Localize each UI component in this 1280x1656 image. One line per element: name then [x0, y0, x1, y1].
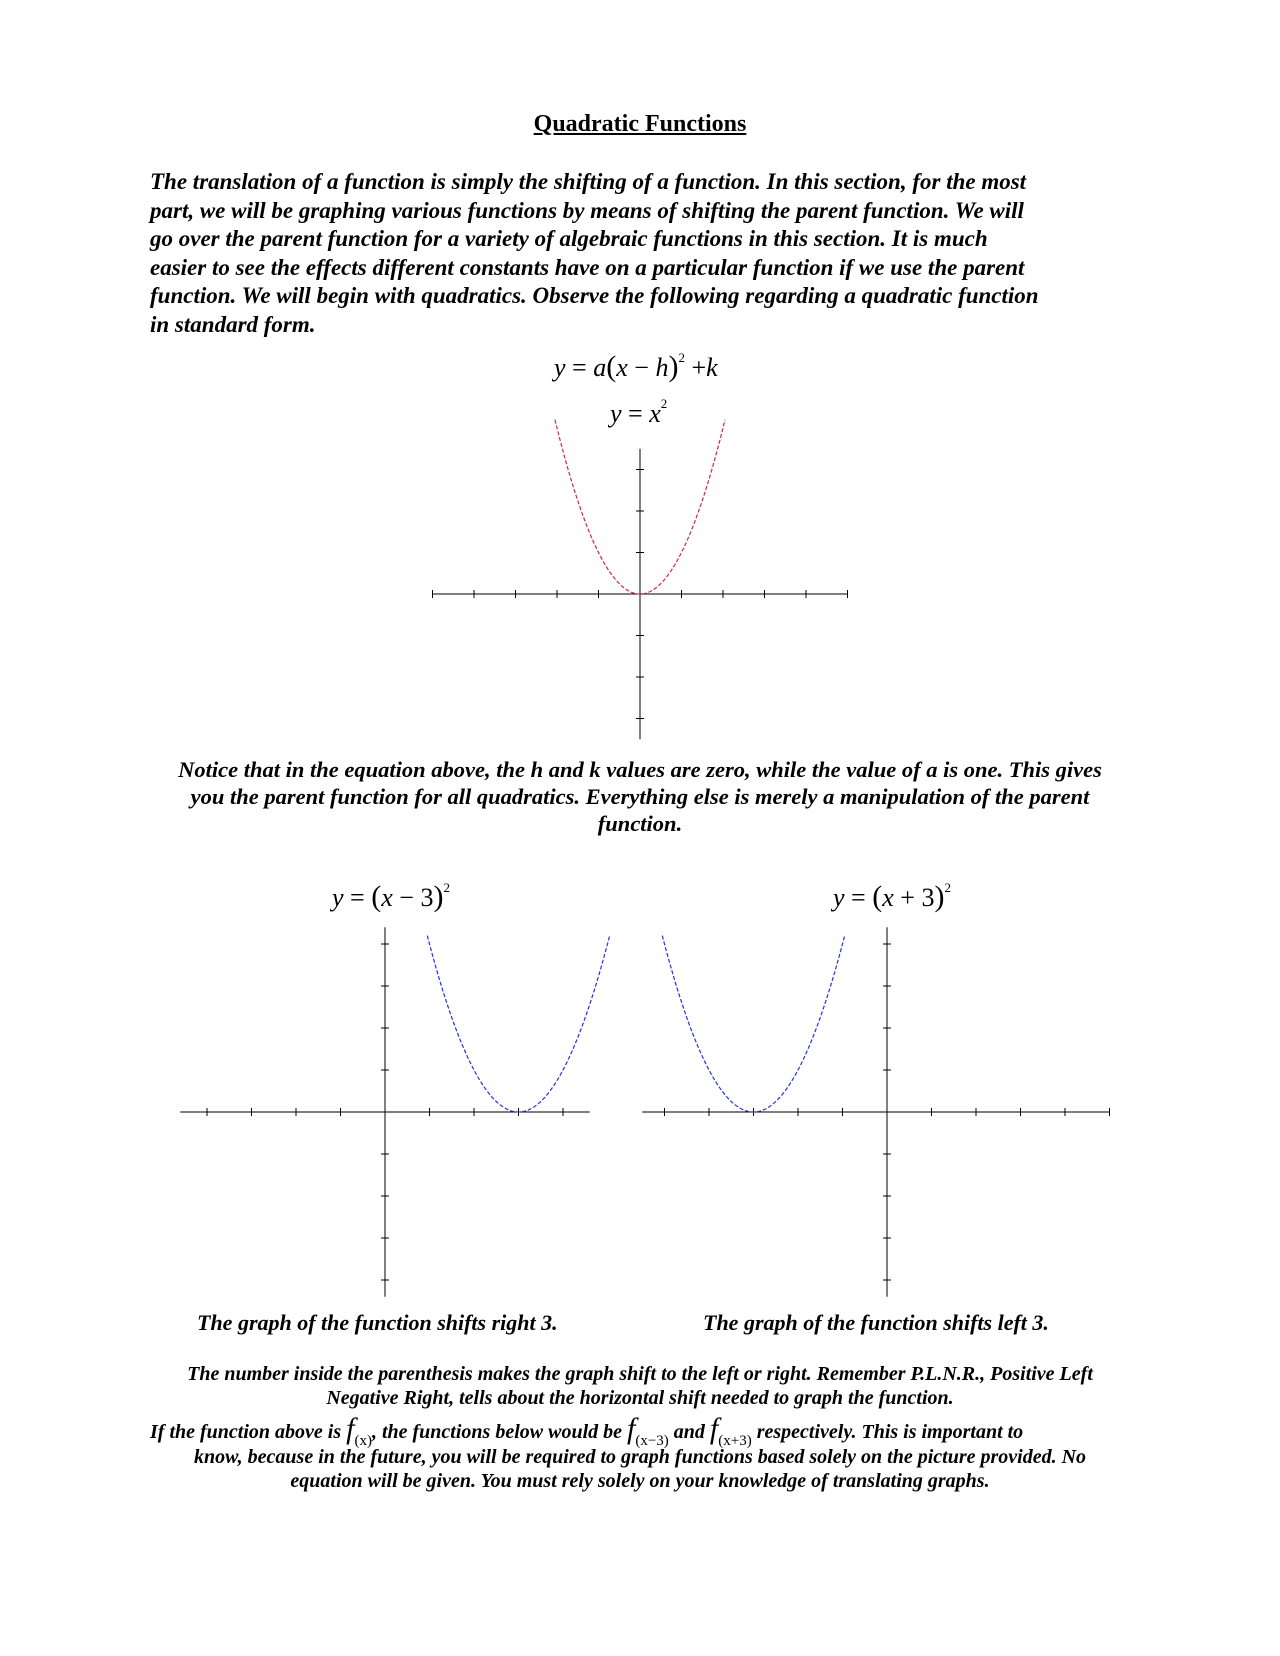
bottom-paragraph	[155, 1362, 1125, 1410]
shift-right-equation: $y = (x - 3)^2$	[332, 880, 450, 913]
function-notation-line: If the function above is $f_{(x)}$, the functions below would be $f_{(x-3)}$ and $f_{(x+3)}$ respectively. This is important to	[150, 1412, 1024, 1449]
bottom-line-5: equation will be given. You must rely solely on your knowledge of translating graphs.	[290, 1470, 990, 1492]
intro-line-5: function. We will begin with quadratics. Observe the following regarding a quadratic function	[150, 283, 1039, 308]
intro-line-1: The translation of a function is simply the shifting of a function. In this section, for the most	[150, 169, 1027, 194]
f-of-x-plus-3: $f_{(x+3)}$	[709, 1412, 752, 1449]
caption-shift-left: The graph of the function shifts left 3.	[703, 1310, 1049, 1335]
notice-line-3: function.	[597, 811, 683, 836]
intro-line-6: in standard form.	[150, 311, 316, 337]
parent-equation: $y = x^2$	[610, 396, 668, 428]
shift-left-equation: $y = (x + 3)^2$	[833, 880, 951, 913]
f-of-x-minus-3: $f_{(x-3)}$	[627, 1412, 669, 1449]
intro-line-3: go over the parent function for a variety of algebraic functions in this section. It is much	[150, 226, 988, 251]
bottom-line-4: know, because in the future, you will be required to graph functions based solely on the picture provided. No	[193, 1446, 1087, 1468]
standard-form-equation: $y = a(x - h)^2 +k$	[554, 350, 718, 383]
notice-line-1: Notice that in the equation above, the h and k values are zero, while the value of a is one. This gives	[178, 757, 1102, 782]
page-title: Quadratic Functions	[533, 111, 747, 137]
notice-line-2: you the parent function for all quadratics. Everything else is merely a manipulation of the parent	[190, 784, 1090, 809]
parabola-curve	[662, 936, 844, 1112]
bottom-line-2: Negative Right, tells about the horizontal shift needed to graph the function.	[326, 1387, 954, 1409]
f-of-x: $f_{(x)}$	[346, 1412, 372, 1449]
intro-line-4: easier to see the effects different constants have on a particular function if we use the parent	[150, 254, 1025, 280]
intro-line-2: part, we will be graphing various functions by means of shifting the parent function. We will	[150, 197, 1024, 223]
bottom-paragraph-2	[150, 1445, 1130, 1493]
bottom-line-1: The number inside the parenthesis makes the graph shift to the left or right. Remember P.L.N.R., Positive Left	[187, 1363, 1093, 1385]
caption-shift-right: The graph of the function shifts right 3.	[197, 1310, 558, 1335]
